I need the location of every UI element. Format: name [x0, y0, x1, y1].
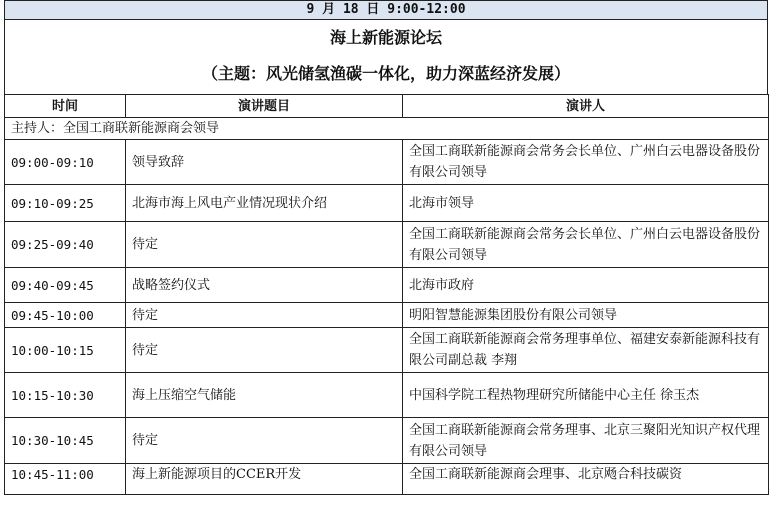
speaker-cell: 全国工商联新能源商会常务理事单位、福建安泰新能源科技有限公司副总裁 李翔 — [403, 328, 769, 373]
table-row — [5, 268, 769, 303]
time-cell: 10:15-10:30 — [5, 373, 126, 418]
topic-cell: 待定 — [126, 418, 403, 464]
topic-cell: 领导致辞 — [126, 140, 403, 185]
session-date-bar: 9 月 18 日 9:00-12:00 — [4, 0, 768, 20]
host-cell: 主持人：全国工商联新能源商会领导 — [5, 118, 769, 140]
time-cell: 09:10-09:25 — [5, 185, 126, 222]
topic-cell: 海上新能源项目的CCER开发 — [126, 464, 403, 495]
table-row — [5, 464, 769, 495]
speaker-cell: 北海市领导 — [403, 185, 769, 222]
speaker-cell: 明阳智慧能源集团股份有限公司领导 — [403, 303, 769, 328]
topic-cell: 北海市海上风电产业情况现状介绍 — [126, 185, 403, 222]
column-header-time: 时间 — [5, 95, 126, 118]
topic-cell: 待定 — [126, 222, 403, 268]
table-row — [5, 185, 769, 222]
time-cell: 09:40-09:45 — [5, 268, 126, 303]
speaker-cell: 中国科学院工程热物理研究所储能中心主任 徐玉杰 — [403, 373, 769, 418]
speaker-cell: 全国工商联新能源商会常务会长单位、广州白云电器设备股份有限公司领导 — [403, 140, 769, 185]
speaker-cell: 北海市政府 — [403, 268, 769, 303]
time-cell: 10:45-11:00 — [5, 464, 126, 495]
column-header-speaker: 演讲人 — [403, 95, 769, 118]
host-row — [5, 118, 769, 140]
topic-cell: 待定 — [126, 328, 403, 373]
time-cell: 10:30-10:45 — [5, 418, 126, 464]
table-header-row — [5, 95, 769, 118]
forum-subtitle: （主题：风光储氢渔碳一体化，助力深蓝经济发展） — [201, 64, 570, 83]
time-cell: 09:25-09:40 — [5, 222, 126, 268]
column-header-topic: 演讲题目 — [126, 95, 403, 118]
schedule-table — [4, 94, 769, 495]
speaker-cell: 全国工商联新能源商会常务理事、北京三聚阳光知识产权代理有限公司领导 — [403, 418, 769, 464]
time-cell: 09:00-09:10 — [5, 140, 126, 185]
topic-cell: 海上压缩空气储能 — [126, 373, 403, 418]
table-row — [5, 373, 769, 418]
speaker-cell: 全国工商联新能源商会常务会长单位、广州白云电器设备股份有限公司领导 — [403, 222, 769, 268]
forum-title: 海上新能源论坛 — [329, 28, 442, 47]
forum-header — [4, 19, 768, 95]
time-cell: 10:00-10:15 — [5, 328, 126, 373]
table-row — [5, 222, 769, 268]
table-row — [5, 418, 769, 464]
table-row — [5, 303, 769, 328]
table-row — [5, 140, 769, 185]
time-cell: 09:45-10:00 — [5, 303, 126, 328]
topic-cell: 待定 — [126, 303, 403, 328]
speaker-cell: 全国工商联新能源商会理事、北京飏合科技碳资 — [403, 464, 769, 495]
topic-cell: 战略签约仪式 — [126, 268, 403, 303]
table-row — [5, 328, 769, 373]
